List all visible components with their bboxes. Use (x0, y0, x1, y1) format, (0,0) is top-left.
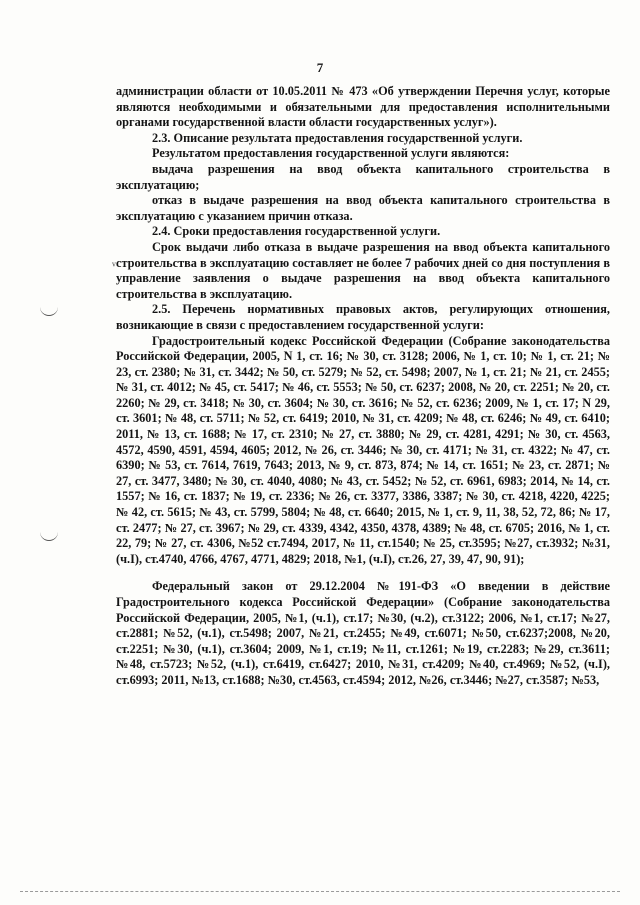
paragraph: выдача разрешения на ввод объекта капитального строительства в эксплуатацию; (116, 161, 610, 192)
paragraph: Федеральный закон от 29.12.2004 №191-ФЗ «О введении в действие Градостроительного кодекса Российской Федерации» (Собрание законодательства Российской Федерации, 2005, №1, (ч.1), ст.17; №30, (ч.2), ст.3122; 2006, №1, ст.17; №27, ст.2881; №52, (ч.1), ст.5498; 2007, №21, ст.2455; №49, ст.6071; №50, ст.6237;2008, №20, ст.2251; №30, (ч.1), ст.3604; 2009, №1, ст.19; №11, ст.1261; №19, ст.2283; №29, ст.3611; №48, ст.5723; №52, (ч.1), ст.6419, ст.6427; 2010, №31, ст.4209; №40, ст.4969; №52, (ч.I), ст.6993; 2011, №13, ст.1688; №30, ст.4563, ст.4594; 2012, №26, ст.3446; №27, ст.3587; №53, (116, 579, 610, 687)
document-body (116, 84, 610, 689)
paragraph: 2.5. Перечень нормативных правовых актов, регулирующих отношения, возникающие в связи с предоставлением государственной услуги: (116, 302, 610, 332)
paragraph: Результатом предоставления государственной услуги являются: (152, 146, 510, 161)
page-number: 7 (316, 60, 324, 75)
handwritten-tick-mark: ᵛ (112, 258, 116, 273)
scan-edge-line (20, 891, 620, 894)
paragraph: администрации области от 10.05.2011 № 473 «Об утверждении Перечня услуг, которые являются необходимыми и обязательными для предоставления исполнительными органами государственной власти области государственных услуг»). (116, 84, 610, 130)
paragraph: Срок выдачи либо отказа в выдаче разрешения на ввод объекта капитального строительства в эксплуатацию составляет не более 7 рабочих дней со дня поступления в управление заявления о выдаче разрешения на ввод объекта капитального строительства в эксплуатацию. (116, 239, 610, 301)
margin-punch-mark (40, 530, 58, 541)
margin-punch-mark (40, 305, 58, 316)
paragraph: 2.4. Сроки предоставления государственной услуги. (152, 224, 441, 239)
paragraph: отказ в выдаче разрешения на ввод объекта капитального строительства в эксплуатацию с указанием причин отказа. (116, 193, 610, 223)
paragraph: Градостроительный кодекс Российской Федерации (Собрание законодательства Российской Федерации, 2005, N 1, ст. 16; № 30, ст. 3128; 2006, № 1, ст. 10; № 1, ст. 21; № 23, ст. 2380; № 31, ст. 3442; № 50, ст. 5279; № 52, ст. 5498; 2007, № 1, ст. 21; № 21, ст. 2455; № 31, ст. 4012; № 45, ст. 5417; № 46, ст. 5553; № 50, ст. 6237; 2008, № 20, ст. 2251; № 20, ст. 2260; № 29, ст. 3418; № 30, ст. 3604; № 30, ст. 3616; № 52, ст. 6236; 2009, № 1, ст. 17; N 29, ст. 3601; № 48, ст. 5711; № 52, ст. 6419; 2010, № 31, ст. 4209; № 48, ст. 6246; № 49, ст. 6410; 2011, № 13, ст. 1688; № 17, ст. 2310; № 27, ст. 3880; № 29, ст. 4281, 4291; № 30, ст. 4563, 4572, 4590, 4591, 4594, 4605; 2012, № 26, ст. 3446; № 30, ст. 4171; № 31, ст. 4322; № 47, ст. 6390; № 53, ст. 7614, 7619, 7643; 2013, № 9, ст. 873, 874; № 14, ст. 1651; № 23, ст. 2871; № 27, ст. 3477, 3480; № 30, ст. 4040, 4080; № 43, ст. 5452; № 52, ст. 6961, 6983; 2014, № 14, ст. 1557; № 16, ст. 1837; № 19, ст. 2336; № 26, ст. 3377, 3386, 3387; № 30, ст. 4218, 4220, 4225; № 42, ст. 5615; № 43, ст. 5799, 5804; № 48, ст. 6640; 2015, № 1, ст. 9, 11, 38, 52, 72, 86; № 17, ст. 2477; № 27, ст. 3967; № 29, ст. 4339, 4342, 4350, 4378, 4389; № 48, ст. 6705; 2016, № 1, ст. 22, 79; № 27, ст. 4306, №52 ст.7494, 2017, № 11, ст.1540; № 25, ст.3595; №27, ст.3932; №31, (ч.I), ст.4740, 4766, 4767, 4771, 4829; 2018, №1, (ч.I), ст.26, 27, 39, 47, 90, 91); (116, 333, 610, 566)
paragraph: 2.3. Описание результата предоставления государственной услуги. (152, 130, 523, 145)
